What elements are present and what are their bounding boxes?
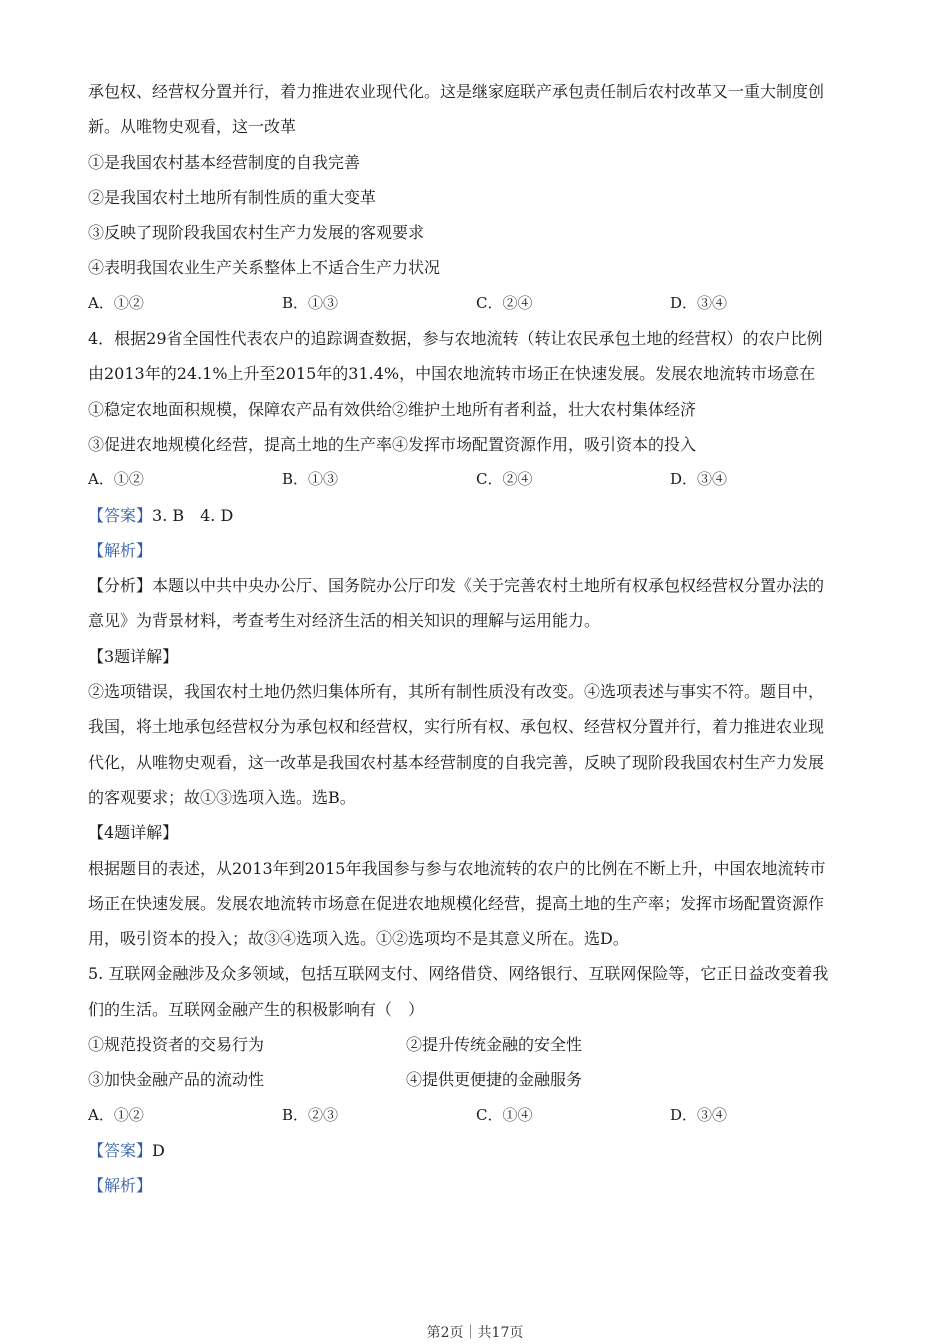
q3-option-c: C．②④ — [476, 293, 533, 312]
q4-items-line-1: ①稳定农地面积规模，保障农产品有效供给②维护土地所有者利益，壮大农村集体经济 — [88, 399, 697, 419]
fenxi-line-1 — [88, 568, 873, 603]
fenxi-text-1: 本题以中共中央办公厅、国务院办公厅印发《关于完善农村土地所有权承包权经营权分置办法的 — [152, 576, 825, 596]
analysis-tag-2: 【解析】 — [88, 1176, 153, 1196]
q3-option-b: B．①③ — [282, 293, 339, 312]
q3-item-1: ①是我国农村基本经营制度的自我完善 — [88, 152, 361, 172]
q4-stem-line-2: 由2013年的24.1%上升至2015年的31.4%，中国农地流转市场正在快速发展。发展农地流转市场意在 — [88, 364, 816, 384]
detail4-line-1: 根据题目的表述，从2013年到2015年我国参与参与农地流转的农户的比例在不断上升，中国农地流转市 — [88, 858, 826, 878]
q5-option-d: D．③④ — [670, 1105, 728, 1124]
q3-option-d: D．③④ — [670, 293, 728, 312]
answer-line-2 — [88, 1133, 873, 1168]
answer-line-1 — [88, 498, 873, 533]
answer-tag: 【答案】 — [88, 505, 153, 525]
q4-option-c: C．②④ — [476, 470, 533, 489]
q4-option-b: B．①③ — [282, 470, 339, 489]
fenxi-tag: 【分析】 — [88, 576, 153, 596]
answer-text: 3. B 4. D — [152, 505, 234, 525]
analysis-line-1 — [88, 533, 873, 568]
q5-stem-line-1: 5. 互联网金融涉及众多领域，包括互联网支付、网络借贷、网络银行、互联网保险等，它正日益改变着我 — [88, 964, 829, 984]
q4-items-line-2: ③促进农地规模化经营，提高土地的生产率④发挥市场配置资源作用，吸引资本的投入 — [88, 434, 697, 454]
q3-item-3: ③反映了现阶段我国农村生产力发展的客观要求 — [88, 223, 425, 243]
q3-item-2: ②是我国农村土地所有制性质的重大变革 — [88, 187, 377, 207]
q5-option-c: C．①④ — [476, 1105, 533, 1124]
detail3-line-4: 的客观要求；故①③选项入选。选B。 — [88, 787, 356, 807]
document-page — [88, 74, 873, 1204]
detail3-line-3: 代化，从唯物史观看，这一改革是我国农村基本经营制度的自我完善，反映了现阶段我国农村生产力发展 — [88, 752, 825, 772]
answer-text-2: D — [152, 1140, 165, 1160]
detail3-line-1: ②选项错误，我国农村土地仍然归集体所有，其所有制性质没有改变。④选项表述与事实不符。题目中， — [88, 682, 825, 702]
fenxi-line-2: 意见》为背景材料，考查考生对经济生活的相关知识的理解与运用能力。 — [88, 611, 601, 631]
q4-stem-line-1: 4．根据29省全国性代表农户的追踪调查数据，参与农地流转（转让农民承包土地的经营权）的农户比例 — [88, 329, 823, 349]
q5-items-row-2 — [88, 1062, 873, 1097]
q5-item-3: ③加快金融产品的流动性 — [88, 1070, 265, 1090]
q3-item-4: ④表明我国农业生产关系整体上不适合生产力状况 — [88, 258, 441, 278]
q5-option-a: A．①② — [88, 1105, 144, 1124]
detail4-line-2: 场正在快速发展。发展农地流转市场意在促进农地规模化经营，提高土地的生产率；发挥市场配置资源作 — [88, 893, 825, 913]
answer-tag-2: 【答案】 — [88, 1140, 153, 1160]
q5-options — [88, 1098, 873, 1133]
detail3-tag: 【3题详解】 — [88, 646, 179, 666]
q5-stem-line-2: 们的生活。互联网金融产生的积极影响有（ ） — [88, 999, 425, 1019]
q5-option-b: B．②③ — [282, 1105, 339, 1124]
q3-stem-line-1: 承包权、经营权分置并行，着力推进农业现代化。这是继家庭联产承包责任制后农村改革又一重大制度创 — [88, 82, 825, 101]
analysis-line-2 — [88, 1168, 873, 1203]
q4-option-a: A．①② — [88, 470, 144, 489]
q3-stem-line-2: 新。从唯物史观看，这一改革 — [88, 117, 297, 137]
q3-option-a: A．①② — [88, 293, 144, 312]
q5-items-row-1 — [88, 1027, 873, 1062]
page-footer: 第2页｜共17页 — [426, 1325, 524, 1341]
analysis-tag: 【解析】 — [88, 540, 153, 560]
q5-item-2: ②提升传统金融的安全性 — [406, 1035, 583, 1055]
q4-option-d: D．③④ — [670, 470, 728, 489]
detail4-tag: 【4题详解】 — [88, 823, 179, 843]
q4-options — [88, 462, 873, 497]
q5-item-1: ①规范投资者的交易行为 — [88, 1035, 265, 1055]
detail4-line-3: 用，吸引资本的投入；故③④选项入选。①②选项均不是其意义所在。选D。 — [88, 929, 629, 949]
detail3-line-2: 我国，将土地承包经营权分为承包权和经营权，实行所有权、承包权、经营权分置并行，着力推进农业现 — [88, 717, 825, 737]
q3-options — [88, 286, 873, 321]
q5-item-4: ④提供更便捷的金融服务 — [406, 1070, 583, 1090]
